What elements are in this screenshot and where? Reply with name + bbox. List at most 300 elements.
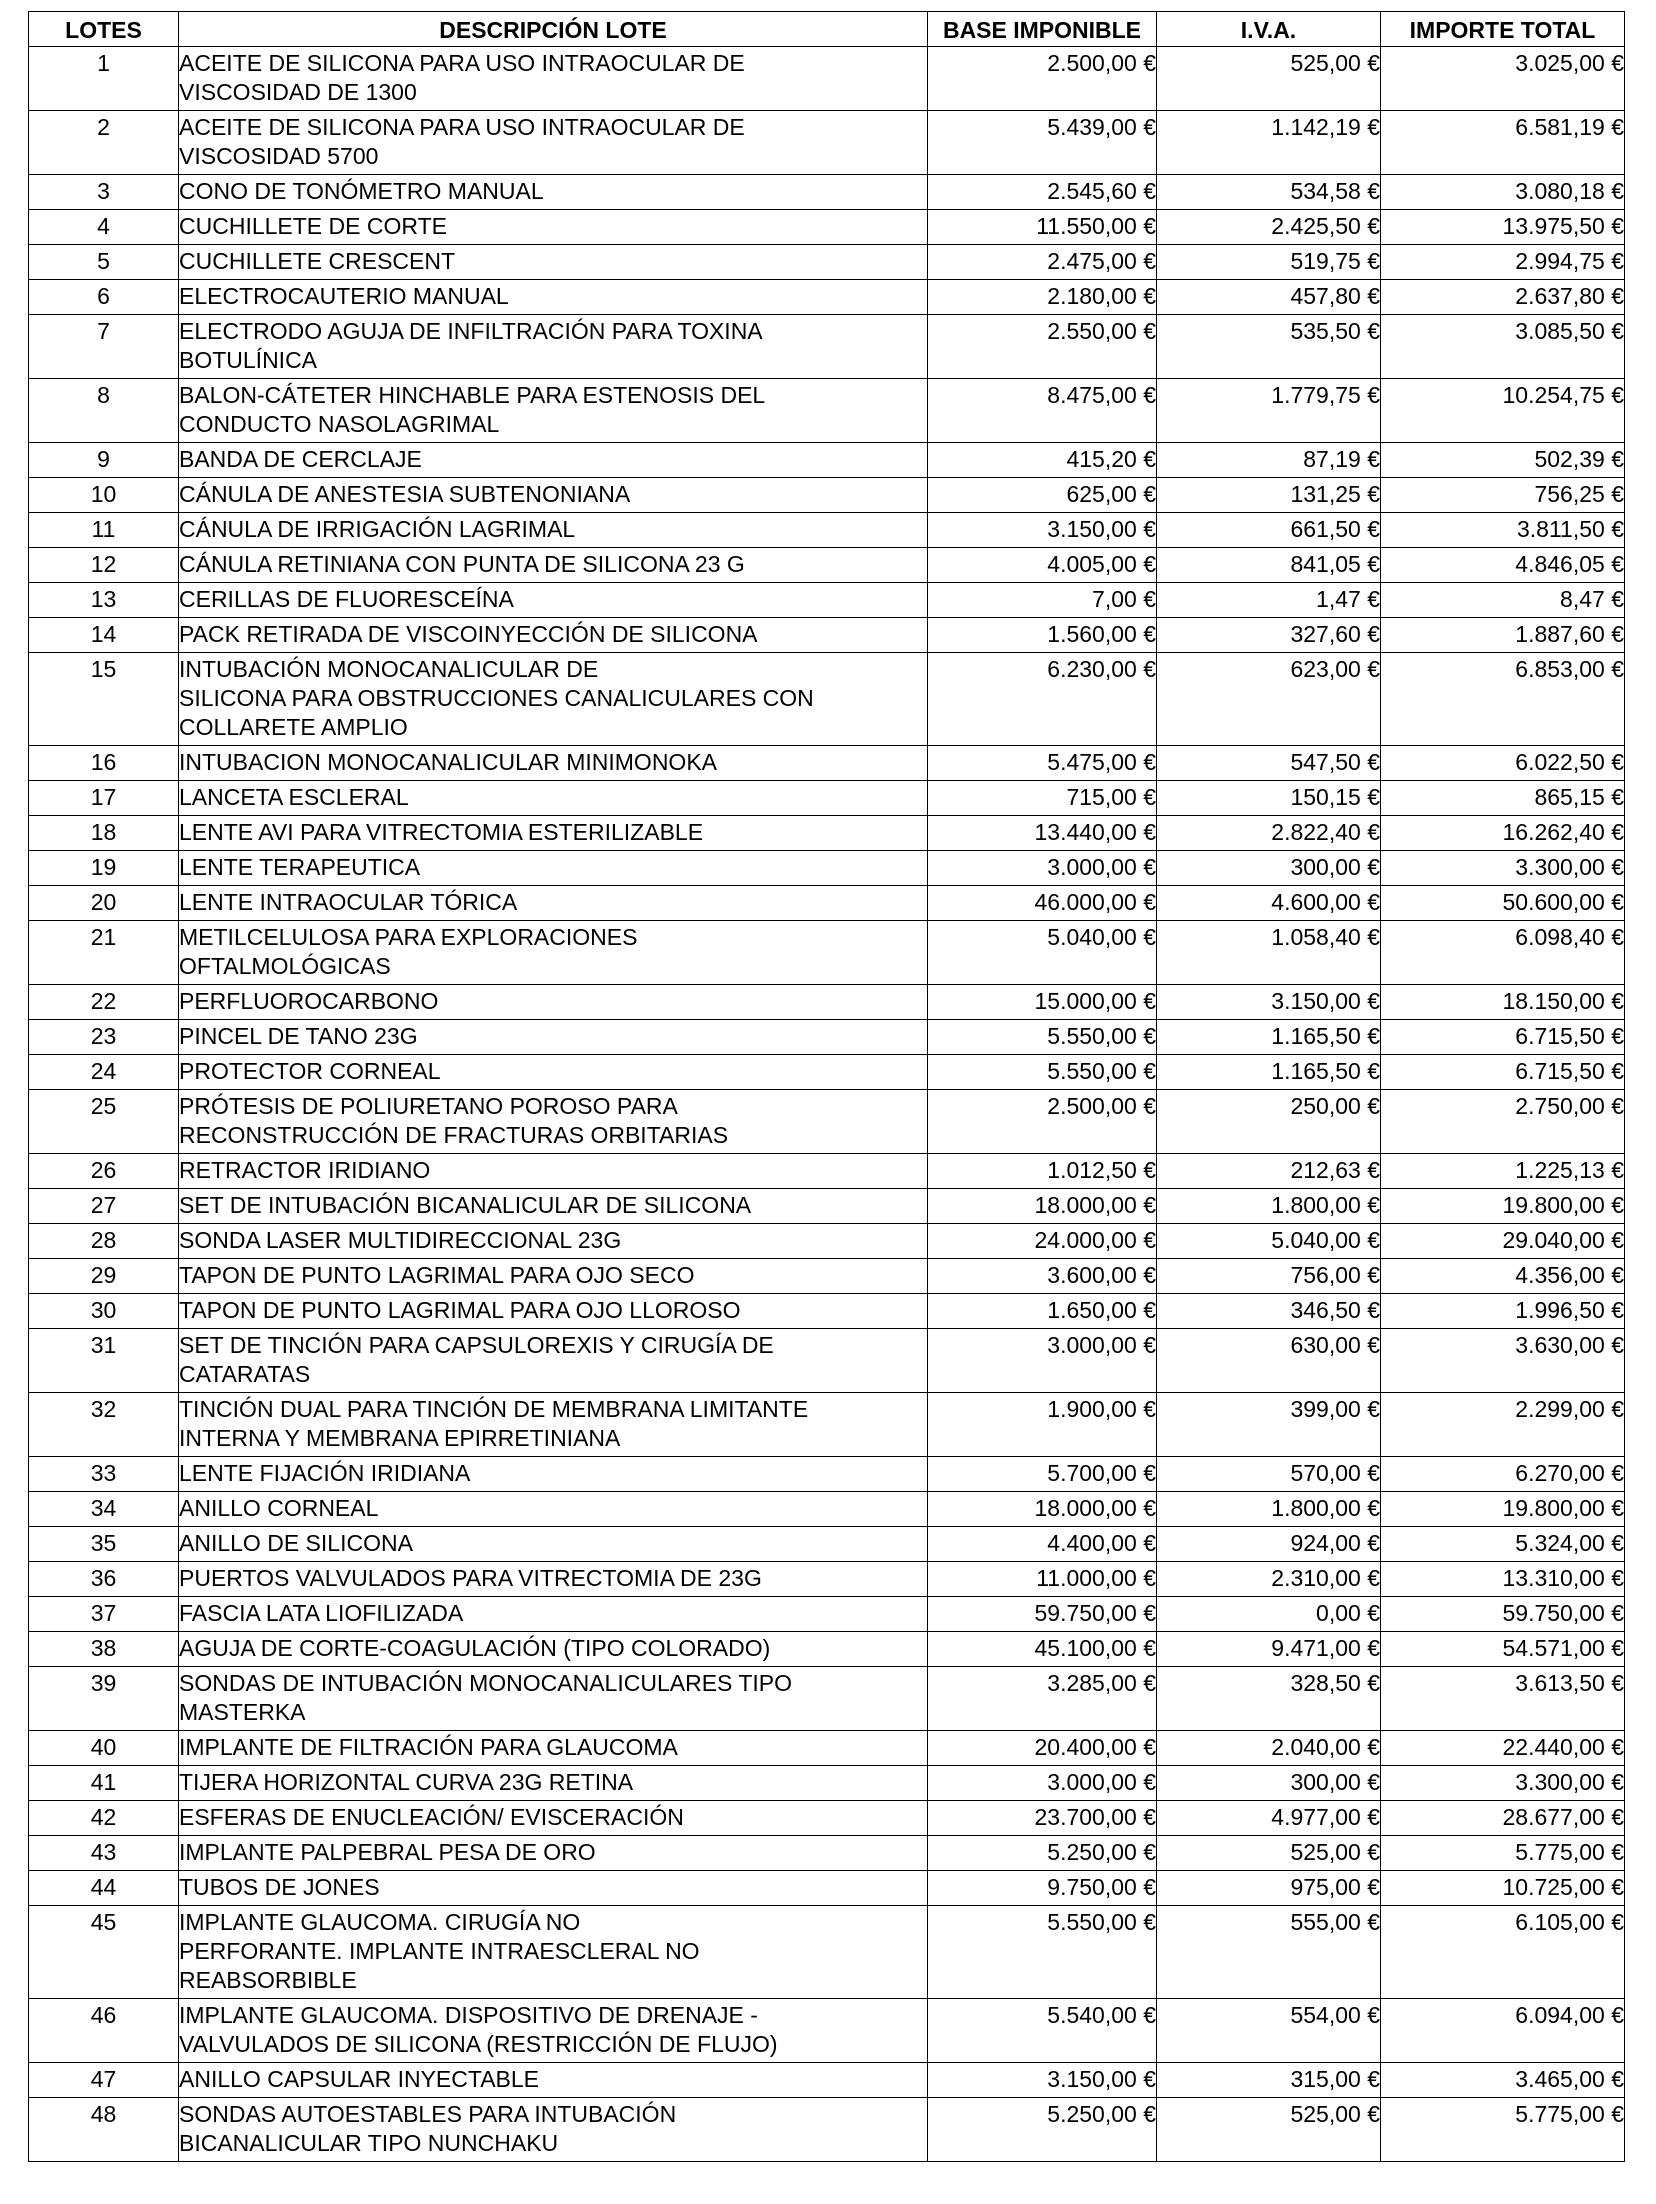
base-imponible: 5.550,00 € [928,1020,1157,1055]
description-line: FASCIA LATA LIOFILIZADA [179,1600,464,1626]
table-row [29,1731,1625,1766]
base-imponible: 4.400,00 € [928,1527,1157,1562]
description-line: TAPON DE PUNTO LAGRIMAL PARA OJO LLOROSO [179,1297,741,1323]
base-imponible: 1.650,00 € [928,1294,1157,1329]
iva-amount: 399,00 € [1157,1393,1381,1457]
lote-number: 18 [29,816,179,851]
base-imponible: 2.500,00 € [928,47,1157,111]
importe-total: 16.262,40 € [1381,816,1625,851]
lote-description [179,1527,928,1562]
description-line: PERFLUOROCARBONO [179,988,439,1014]
table-row [29,245,1625,280]
lote-description [179,1667,928,1731]
lote-number: 27 [29,1189,179,1224]
lote-description [179,1731,928,1766]
description-line: INTERNA Y MEMBRANA EPIRRETINIANA [179,1425,621,1451]
lote-description [179,245,928,280]
lote-number: 44 [29,1871,179,1906]
base-imponible: 715,00 € [928,781,1157,816]
base-imponible: 5.475,00 € [928,746,1157,781]
description-line: ANILLO DE SILICONA [179,1530,413,1556]
base-imponible: 2.180,00 € [928,280,1157,315]
base-imponible: 9.750,00 € [928,1871,1157,1906]
lote-number: 14 [29,618,179,653]
importe-total: 1.887,60 € [1381,618,1625,653]
iva-amount: 4.977,00 € [1157,1801,1381,1836]
base-imponible: 18.000,00 € [928,1492,1157,1527]
iva-amount: 300,00 € [1157,851,1381,886]
lote-number: 21 [29,921,179,985]
importe-total: 18.150,00 € [1381,985,1625,1020]
importe-total: 3.300,00 € [1381,1766,1625,1801]
table-row [29,1597,1625,1632]
lote-number: 13 [29,583,179,618]
lote-number: 39 [29,1667,179,1731]
description-line: COLLARETE AMPLIO [179,714,408,740]
description-line: VALVULADOS DE SILICONA (RESTRICCIÓN DE FLUJO) [179,2031,778,2057]
base-imponible: 6.230,00 € [928,653,1157,746]
lote-number: 5 [29,245,179,280]
description-line: CÁNULA RETINIANA CON PUNTA DE SILICONA 23 G [179,551,745,577]
lote-description [179,1801,928,1836]
lote-description [179,583,928,618]
lote-description [179,478,928,513]
description-line: ANILLO CORNEAL [179,1495,379,1521]
base-imponible: 23.700,00 € [928,1801,1157,1836]
base-imponible: 5.040,00 € [928,921,1157,985]
iva-amount: 1.165,50 € [1157,1055,1381,1090]
lote-number: 9 [29,443,179,478]
description-line: RECONSTRUCCIÓN DE FRACTURAS ORBITARIAS [179,1122,729,1148]
base-imponible: 46.000,00 € [928,886,1157,921]
table-row [29,315,1625,379]
description-line: CÁNULA DE ANESTESIA SUBTENONIANA [179,481,631,507]
iva-amount: 300,00 € [1157,1766,1381,1801]
importe-total: 2.299,00 € [1381,1393,1625,1457]
importe-total: 19.800,00 € [1381,1189,1625,1224]
iva-amount: 841,05 € [1157,548,1381,583]
lote-number: 15 [29,653,179,746]
description-line: BOTULÍNICA [179,347,318,373]
iva-amount: 1.058,40 € [1157,921,1381,985]
lote-description [179,111,928,175]
table-row [29,1999,1625,2063]
base-imponible: 18.000,00 € [928,1189,1157,1224]
lots-table [28,11,1625,2162]
iva-amount: 150,15 € [1157,781,1381,816]
base-imponible: 3.285,00 € [928,1667,1157,1731]
base-imponible: 2.500,00 € [928,1090,1157,1154]
description-line: AGUJA DE CORTE-COAGULACIÓN (TIPO COLORADO) [179,1635,771,1661]
importe-total: 6.270,00 € [1381,1457,1625,1492]
description-line: PACK RETIRADA DE VISCOINYECCIÓN DE SILICONA [179,621,758,647]
description-line: LANCETA ESCLERAL [179,784,409,810]
lote-description [179,1457,928,1492]
header-descripcion: DESCRIPCIÓN LOTE [179,12,928,47]
importe-total: 4.846,05 € [1381,548,1625,583]
table-row [29,2098,1625,2162]
description-line: PRÓTESIS DE POLIURETANO POROSO PARA [179,1093,678,1119]
base-imponible: 5.250,00 € [928,2098,1157,2162]
lote-description [179,513,928,548]
base-imponible: 24.000,00 € [928,1224,1157,1259]
iva-amount: 2.425,50 € [1157,210,1381,245]
table-row [29,816,1625,851]
table-row [29,1329,1625,1393]
header-importe-total: IMPORTE TOTAL [1381,12,1625,47]
description-line: METILCELULOSA PARA EXPLORACIONES [179,924,638,950]
table-row [29,1393,1625,1457]
lote-description [179,175,928,210]
lote-description [179,1259,928,1294]
importe-total: 3.613,50 € [1381,1667,1625,1731]
iva-amount: 0,00 € [1157,1597,1381,1632]
description-line: ANILLO CAPSULAR INYECTABLE [179,2066,540,2092]
lote-description [179,886,928,921]
iva-amount: 924,00 € [1157,1527,1381,1562]
lote-description [179,1020,928,1055]
lote-number: 11 [29,513,179,548]
lote-description [179,1329,928,1393]
description-line: SET DE INTUBACIÓN BICANALICULAR DE SILICONA [179,1192,752,1218]
lote-description [179,1393,928,1457]
lote-description [179,816,928,851]
lote-number: 41 [29,1766,179,1801]
base-imponible: 5.439,00 € [928,111,1157,175]
header-iva: I.V.A. [1157,12,1381,47]
lote-description [179,1189,928,1224]
iva-amount: 250,00 € [1157,1090,1381,1154]
importe-total: 13.975,50 € [1381,210,1625,245]
base-imponible: 11.550,00 € [928,210,1157,245]
base-imponible: 59.750,00 € [928,1597,1157,1632]
base-imponible: 2.545,60 € [928,175,1157,210]
importe-total: 6.094,00 € [1381,1999,1625,2063]
importe-total: 19.800,00 € [1381,1492,1625,1527]
description-line: INTUBACIÓN MONOCANALICULAR DE [179,656,599,682]
lote-description [179,653,928,746]
importe-total: 3.085,50 € [1381,315,1625,379]
lote-description [179,1632,928,1667]
lote-number: 6 [29,280,179,315]
description-line: CERILLAS DE FLUORESCEÍNA [179,586,514,612]
base-imponible: 8.475,00 € [928,379,1157,443]
importe-total: 29.040,00 € [1381,1224,1625,1259]
base-imponible: 5.700,00 € [928,1457,1157,1492]
lote-number: 48 [29,2098,179,2162]
table-row [29,746,1625,781]
lote-number: 20 [29,886,179,921]
lote-description [179,921,928,985]
base-imponible: 20.400,00 € [928,1731,1157,1766]
description-line: BANDA DE CERCLAJE [179,446,422,472]
lote-description [179,985,928,1020]
description-line: ACEITE DE SILICONA PARA USO INTRAOCULAR DE [179,50,745,76]
importe-total: 6.715,50 € [1381,1020,1625,1055]
table-row [29,618,1625,653]
iva-amount: 525,00 € [1157,47,1381,111]
lote-number: 22 [29,985,179,1020]
iva-amount: 327,60 € [1157,618,1381,653]
lote-description [179,1224,928,1259]
iva-amount: 457,80 € [1157,280,1381,315]
iva-amount: 2.310,00 € [1157,1562,1381,1597]
lote-description [179,47,928,111]
importe-total: 3.300,00 € [1381,851,1625,886]
description-line: IMPLANTE PALPEBRAL PESA DE ORO [179,1839,596,1865]
lote-number: 19 [29,851,179,886]
base-imponible: 3.000,00 € [928,1766,1157,1801]
base-imponible: 5.550,00 € [928,1055,1157,1090]
description-line: CONO DE TONÓMETRO MANUAL [179,178,544,204]
description-line: SONDAS DE INTUBACIÓN MONOCANALICULARES TIPO [179,1670,793,1696]
importe-total: 1.996,50 € [1381,1294,1625,1329]
description-line: LENTE TERAPEUTICA [179,854,421,880]
lote-number: 37 [29,1597,179,1632]
importe-total: 10.254,75 € [1381,379,1625,443]
lote-number: 29 [29,1259,179,1294]
table-row [29,443,1625,478]
base-imponible: 5.550,00 € [928,1906,1157,1999]
header-base-imponible: BASE IMPONIBLE [928,12,1157,47]
importe-total: 5.775,00 € [1381,1836,1625,1871]
iva-amount: 2.040,00 € [1157,1731,1381,1766]
table-row [29,1294,1625,1329]
table-row [29,1527,1625,1562]
base-imponible: 3.000,00 € [928,1329,1157,1393]
lote-description [179,1055,928,1090]
importe-total: 3.080,18 € [1381,175,1625,210]
lote-number: 47 [29,2063,179,2098]
description-line: SET DE TINCIÓN PARA CAPSULOREXIS Y CIRUGÍA DE [179,1332,774,1358]
importe-total: 6.581,19 € [1381,111,1625,175]
base-imponible: 3.150,00 € [928,2063,1157,2098]
lote-description [179,746,928,781]
table-row [29,1055,1625,1090]
table-row [29,1259,1625,1294]
description-line: PUERTOS VALVULADOS PARA VITRECTOMIA DE 23G [179,1565,762,1591]
base-imponible: 3.600,00 € [928,1259,1157,1294]
iva-amount: 131,25 € [1157,478,1381,513]
description-line: ESFERAS DE ENUCLEACIÓN/ EVISCERACIÓN [179,1804,684,1830]
table-row [29,781,1625,816]
base-imponible: 1.560,00 € [928,618,1157,653]
importe-total: 3.811,50 € [1381,513,1625,548]
iva-amount: 87,19 € [1157,443,1381,478]
lote-number: 36 [29,1562,179,1597]
description-line: LENTE INTRAOCULAR TÓRICA [179,889,518,915]
table-row [29,513,1625,548]
iva-amount: 975,00 € [1157,1871,1381,1906]
importe-total: 54.571,00 € [1381,1632,1625,1667]
lote-number: 43 [29,1836,179,1871]
importe-total: 3.025,00 € [1381,47,1625,111]
base-imponible: 3.150,00 € [928,513,1157,548]
table-row [29,1020,1625,1055]
description-line: SONDAS AUTOESTABLES PARA INTUBACIÓN [179,2101,677,2127]
table-header-row [29,12,1625,47]
lote-number: 12 [29,548,179,583]
table-row [29,1766,1625,1801]
base-imponible: 2.550,00 € [928,315,1157,379]
table-row [29,1562,1625,1597]
description-line: PINCEL DE TANO 23G [179,1023,418,1049]
lote-number: 3 [29,175,179,210]
lote-number: 28 [29,1224,179,1259]
lote-number: 10 [29,478,179,513]
table-body [29,47,1625,2162]
importe-total: 865,15 € [1381,781,1625,816]
iva-amount: 630,00 € [1157,1329,1381,1393]
lote-description [179,548,928,583]
table-row [29,1632,1625,1667]
lote-description [179,280,928,315]
description-line: VISCOSIDAD DE 1300 [179,79,417,105]
lote-description [179,315,928,379]
table-row [29,1154,1625,1189]
lote-number: 45 [29,1906,179,1999]
importe-total: 3.465,00 € [1381,2063,1625,2098]
lote-description [179,1836,928,1871]
importe-total: 13.310,00 € [1381,1562,1625,1597]
importe-total: 28.677,00 € [1381,1801,1625,1836]
importe-total: 5.324,00 € [1381,1527,1625,1562]
table-row [29,280,1625,315]
base-imponible: 1.900,00 € [928,1393,1157,1457]
iva-amount: 5.040,00 € [1157,1224,1381,1259]
table-row [29,653,1625,746]
iva-amount: 328,50 € [1157,1667,1381,1731]
base-imponible: 625,00 € [928,478,1157,513]
table-row [29,1189,1625,1224]
importe-total: 2.637,80 € [1381,280,1625,315]
description-line: CATARATAS [179,1361,311,1387]
lote-description [179,1294,928,1329]
importe-total: 6.715,50 € [1381,1055,1625,1090]
importe-total: 6.022,50 € [1381,746,1625,781]
lote-number: 35 [29,1527,179,1562]
description-line: MASTERKA [179,1699,306,1725]
lote-number: 30 [29,1294,179,1329]
table-row [29,379,1625,443]
description-line: PROTECTOR CORNEAL [179,1058,441,1084]
iva-amount: 570,00 € [1157,1457,1381,1492]
lote-number: 25 [29,1090,179,1154]
iva-amount: 1.142,19 € [1157,111,1381,175]
iva-amount: 315,00 € [1157,2063,1381,2098]
description-line: CONDUCTO NASOLAGRIMAL [179,411,500,437]
table-row [29,1224,1625,1259]
description-line: CUCHILLETE CRESCENT [179,248,456,274]
description-line: OFTALMOLÓGICAS [179,953,391,979]
description-line: TUBOS DE JONES [179,1874,380,1900]
importe-total: 6.853,00 € [1381,653,1625,746]
iva-amount: 9.471,00 € [1157,1632,1381,1667]
lote-description [179,1090,928,1154]
lote-number: 7 [29,315,179,379]
table-row [29,210,1625,245]
iva-amount: 4.600,00 € [1157,886,1381,921]
base-imponible: 5.540,00 € [928,1999,1157,2063]
table-row [29,111,1625,175]
iva-amount: 1.165,50 € [1157,1020,1381,1055]
table-row [29,1667,1625,1731]
iva-amount: 661,50 € [1157,513,1381,548]
lote-description [179,1562,928,1597]
lote-number: 17 [29,781,179,816]
description-line: TIJERA HORIZONTAL CURVA 23G RETINA [179,1769,634,1795]
importe-total: 502,39 € [1381,443,1625,478]
lote-number: 26 [29,1154,179,1189]
description-line: INTUBACION MONOCANALICULAR MINIMONOKA [179,749,717,775]
table-row [29,1090,1625,1154]
table-row [29,47,1625,111]
iva-amount: 525,00 € [1157,1836,1381,1871]
description-line: IMPLANTE DE FILTRACIÓN PARA GLAUCOMA [179,1734,678,1760]
lote-description [179,1871,928,1906]
lote-description [179,1999,928,2063]
importe-total: 3.630,00 € [1381,1329,1625,1393]
lote-description [179,2098,928,2162]
base-imponible: 2.475,00 € [928,245,1157,280]
lote-description [179,2063,928,2098]
importe-total: 8,47 € [1381,583,1625,618]
importe-total: 4.356,00 € [1381,1259,1625,1294]
importe-total: 2.994,75 € [1381,245,1625,280]
base-imponible: 1.012,50 € [928,1154,1157,1189]
table-row [29,1871,1625,1906]
iva-amount: 547,50 € [1157,746,1381,781]
table-row [29,1457,1625,1492]
lote-description [179,1154,928,1189]
description-line: ACEITE DE SILICONA PARA USO INTRAOCULAR DE [179,114,745,140]
iva-amount: 346,50 € [1157,1294,1381,1329]
table-row [29,583,1625,618]
lote-description [179,1492,928,1527]
iva-amount: 534,58 € [1157,175,1381,210]
iva-amount: 1.779,75 € [1157,379,1381,443]
description-line: BICANALICULAR TIPO NUNCHAKU [179,2130,559,2156]
importe-total: 10.725,00 € [1381,1871,1625,1906]
iva-amount: 555,00 € [1157,1906,1381,1999]
iva-amount: 535,50 € [1157,315,1381,379]
importe-total: 50.600,00 € [1381,886,1625,921]
lote-number: 34 [29,1492,179,1527]
lote-number: 8 [29,379,179,443]
table-row [29,175,1625,210]
lote-description [179,851,928,886]
lote-number: 46 [29,1999,179,2063]
description-line: TAPON DE PUNTO LAGRIMAL PARA OJO SECO [179,1262,695,1288]
importe-total: 2.750,00 € [1381,1090,1625,1154]
description-line: IMPLANTE GLAUCOMA. DISPOSITIVO DE DRENAJE - [179,2002,758,2028]
description-line: RETRACTOR IRIDIANO [179,1157,431,1183]
lote-number: 31 [29,1329,179,1393]
description-line: LENTE AVI PARA VITRECTOMIA ESTERILIZABLE [179,819,704,845]
lote-description [179,210,928,245]
lote-description [179,379,928,443]
lote-number: 4 [29,210,179,245]
lote-number: 38 [29,1632,179,1667]
description-line: SONDA LASER MULTIDIRECCIONAL 23G [179,1227,622,1253]
iva-amount: 525,00 € [1157,2098,1381,2162]
table-row [29,921,1625,985]
base-imponible: 4.005,00 € [928,548,1157,583]
importe-total: 5.775,00 € [1381,2098,1625,2162]
base-imponible: 5.250,00 € [928,1836,1157,1871]
lote-number: 16 [29,746,179,781]
lote-number: 32 [29,1393,179,1457]
